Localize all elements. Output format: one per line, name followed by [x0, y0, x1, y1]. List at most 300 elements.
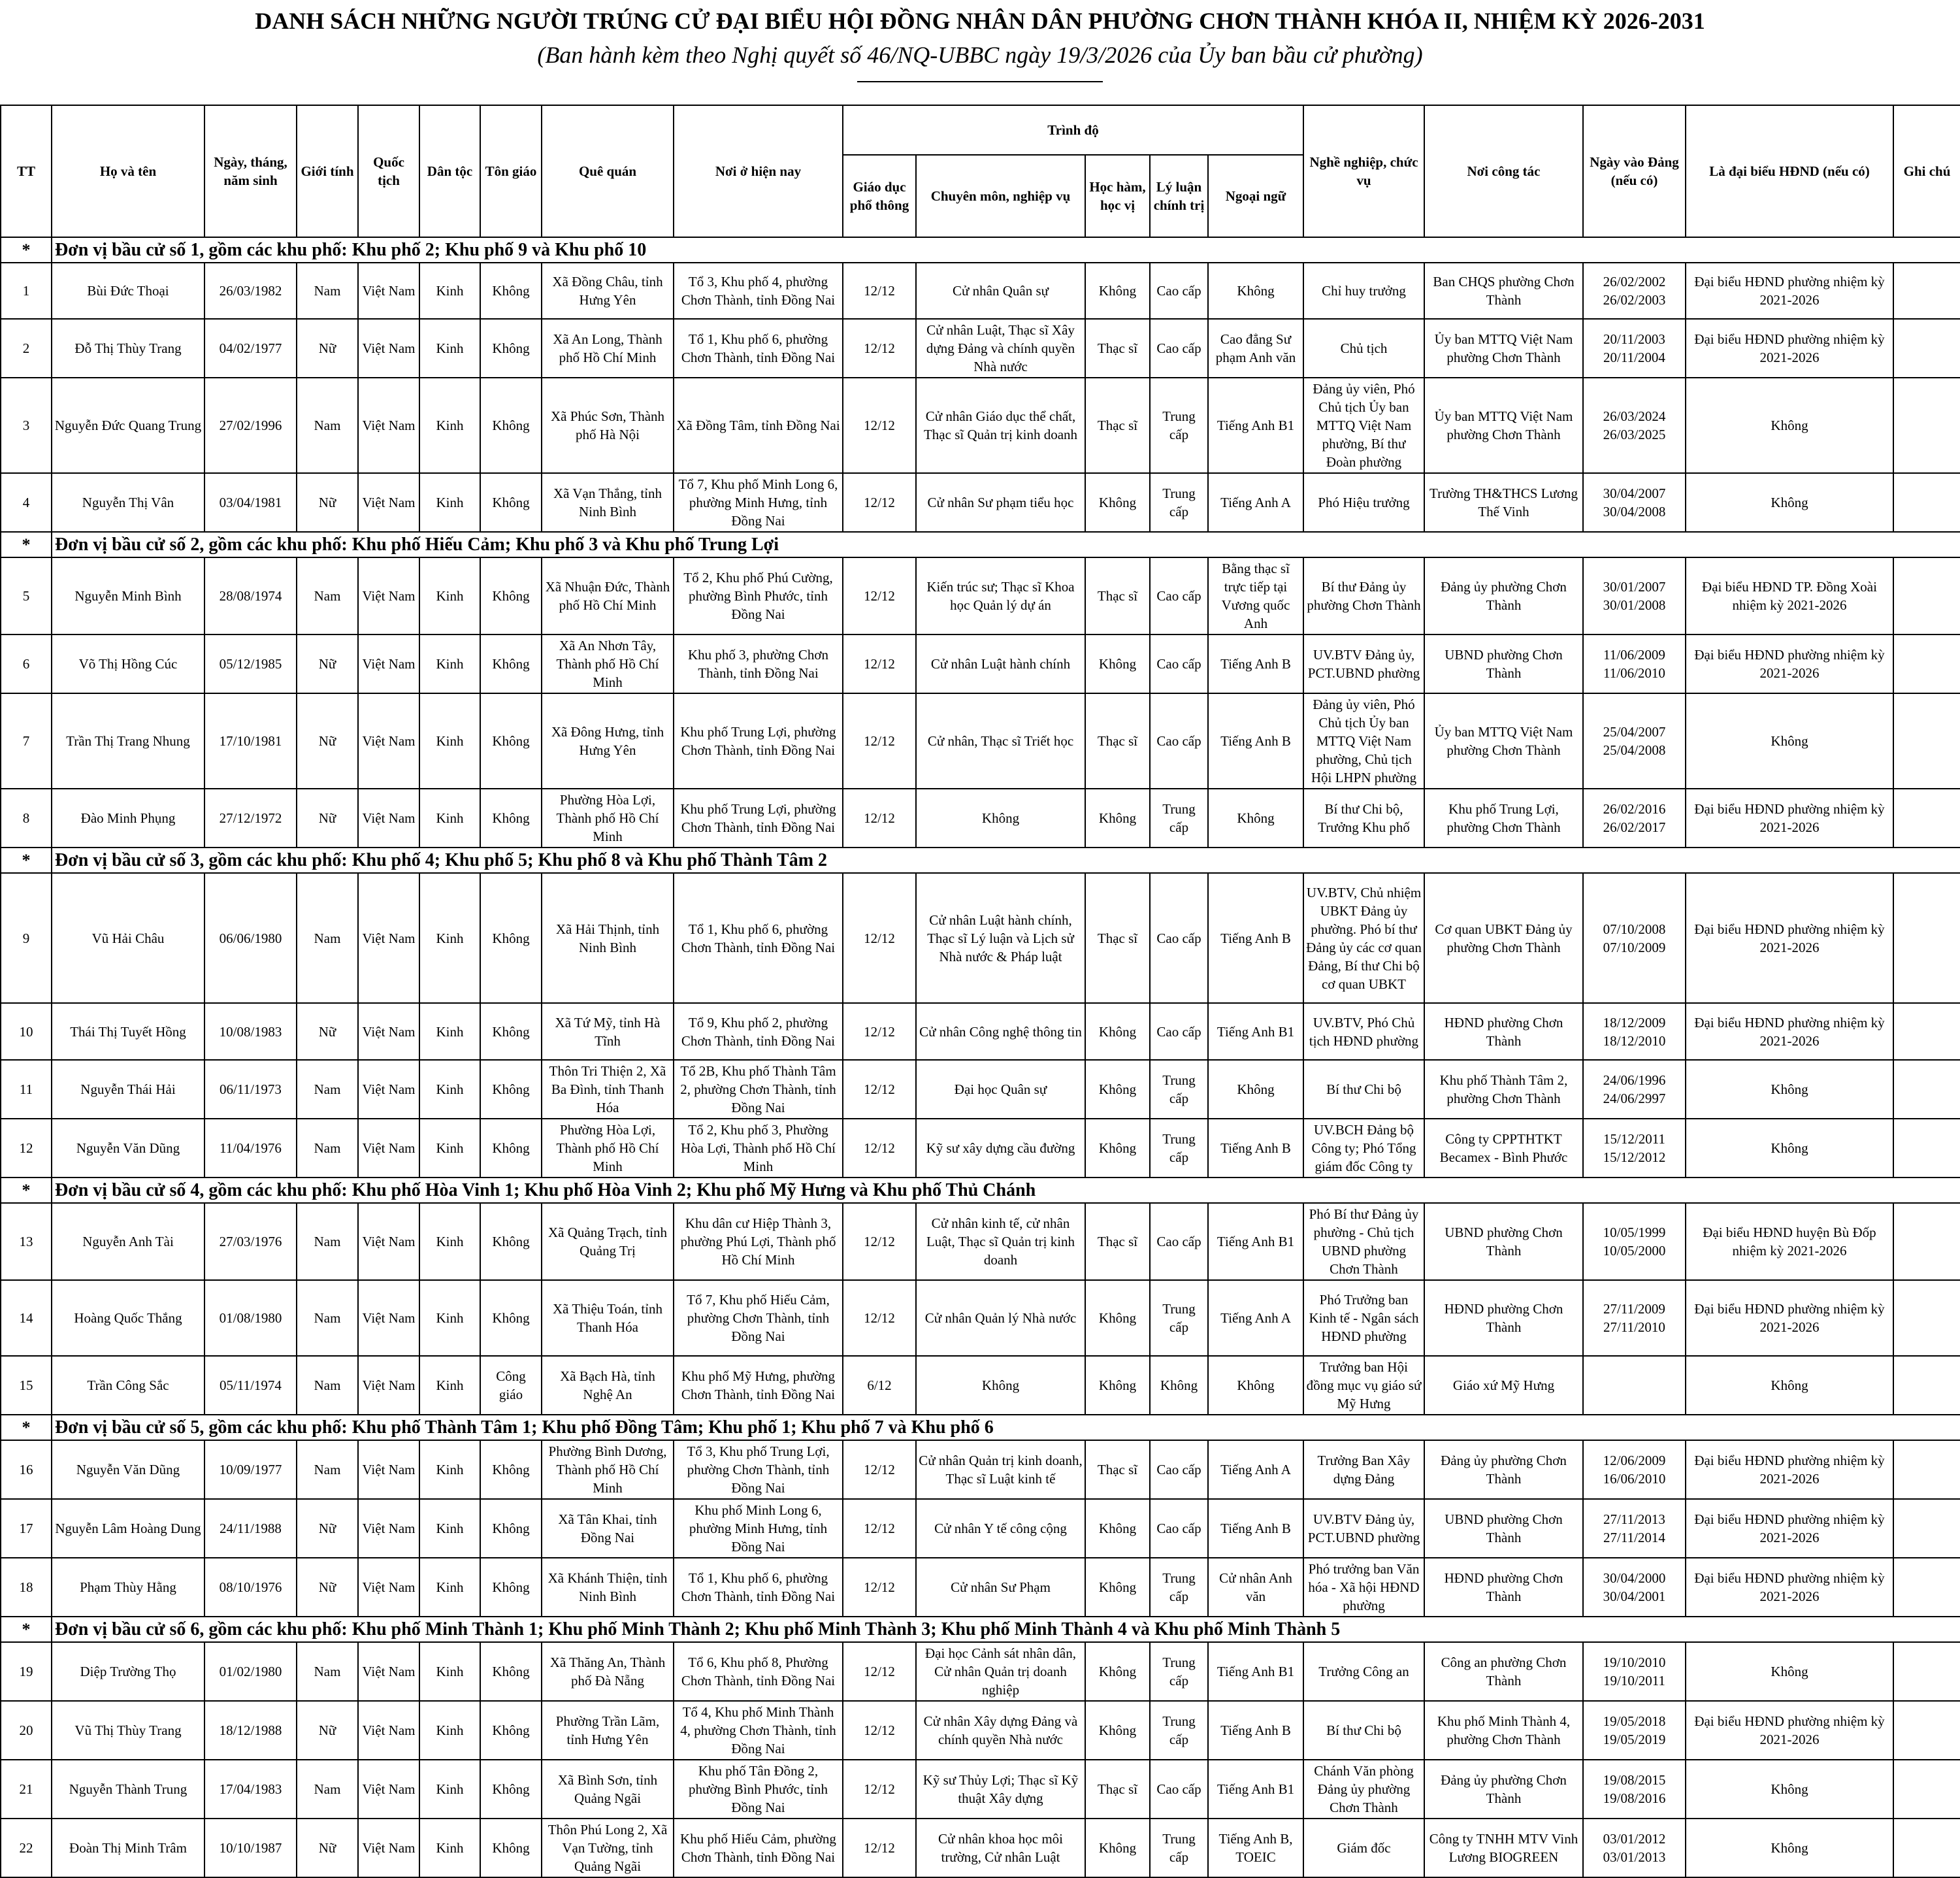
cell-gender: Nam — [297, 557, 358, 634]
cell-nationality: Việt Nam — [358, 1440, 419, 1499]
table-row — [1, 378, 1960, 473]
cell-council: Không — [1686, 378, 1893, 473]
cell-academic: Không — [1085, 1280, 1150, 1356]
cell-general-edu: 12/12 — [843, 873, 916, 1003]
cell-dob: 26/03/1982 — [204, 263, 297, 319]
cell-gender: Nữ — [297, 1003, 358, 1060]
cell-occupation: Phó Bí thư Đảng ủy phường - Chủ tịch UBND phường Chơn Thành — [1303, 1203, 1424, 1280]
col-header-workplace: Nơi công tác — [1424, 105, 1583, 237]
cell-political: Trung cấp — [1150, 1819, 1208, 1877]
cell-workplace: Ủy ban MTTQ Việt Nam phường Chơn Thành — [1424, 378, 1583, 473]
cell-workplace: HĐND phường Chơn Thành — [1424, 1280, 1583, 1356]
party-official-date: 26/02/2003 — [1603, 292, 1666, 308]
section-row — [1, 1617, 1960, 1642]
cell-occupation: Bí thư Chi bộ — [1303, 1701, 1424, 1760]
cell-gender: Nam — [297, 1440, 358, 1499]
cell-religion: Không — [480, 873, 542, 1003]
cell-council: Không — [1686, 1760, 1893, 1819]
cell-name: Vũ Hải Châu — [52, 873, 204, 1003]
cell-occupation: Trưởng Ban Xây dựng Đảng — [1303, 1440, 1424, 1499]
table-row — [1, 1558, 1960, 1617]
cell-language: Tiếng Anh B — [1208, 634, 1303, 693]
cell-nationality: Việt Nam — [358, 1701, 419, 1760]
party-join-date: 12/06/2009 — [1603, 1453, 1666, 1468]
table-row — [1, 1060, 1960, 1119]
cell-ethnicity: Kinh — [419, 1440, 480, 1499]
section-row — [1, 1178, 1960, 1203]
col-header-council: Là đại biểu HĐND (nếu có) — [1686, 105, 1893, 237]
cell-workplace: UBND phường Chơn Thành — [1424, 1499, 1583, 1558]
cell-council: Đại biểu HĐND phường nhiệm kỳ 2021-2026 — [1686, 1440, 1893, 1499]
cell-ethnicity: Kinh — [419, 1558, 480, 1617]
cell-specialty: Cử nhân khoa học môi trường, Cử nhân Luật — [916, 1819, 1085, 1877]
cell-party-date — [1583, 1060, 1686, 1119]
cell-hometown: Phường Bình Dương, Thành phố Hồ Chí Minh — [542, 1440, 674, 1499]
party-official-date: 03/01/2013 — [1603, 1849, 1666, 1865]
cell-general-edu: 12/12 — [843, 263, 916, 319]
cell-language: Tiếng Anh B1 — [1208, 1642, 1303, 1701]
cell-dob: 27/02/1996 — [204, 378, 297, 473]
cell-dob: 01/02/1980 — [204, 1642, 297, 1701]
section-title: Đơn vị bầu cử số 1, gồm các khu phố: Khu phố 2; Khu phố 9 và Khu phố 10 — [52, 237, 1960, 263]
cell-occupation: UV.BTV Đảng ủy, PCT.UBND phường — [1303, 1499, 1424, 1558]
party-join-date: 27/11/2009 — [1603, 1301, 1665, 1317]
cell-residence: Khu phố Mỹ Hưng, phường Chơn Thành, tỉnh Đồng Nai — [674, 1356, 843, 1415]
cell-religion: Không — [480, 473, 542, 532]
cell-note — [1893, 1819, 1960, 1877]
cell-residence: Xã Đồng Tâm, tỉnh Đồng Nai — [674, 378, 843, 473]
cell-council: Không — [1686, 1642, 1893, 1701]
section-marker: * — [1, 1415, 52, 1440]
cell-dob: 01/08/1980 — [204, 1280, 297, 1356]
party-official-date: 26/02/2017 — [1603, 819, 1666, 835]
cell-ethnicity: Kinh — [419, 1060, 480, 1119]
cell-gender: Nam — [297, 873, 358, 1003]
cell-ethnicity: Kinh — [419, 789, 480, 848]
cell-party-date — [1583, 693, 1686, 789]
cell-general-edu: 12/12 — [843, 1203, 916, 1280]
document-title: DANH SÁCH NHỮNG NGƯỜI TRÚNG CỬ ĐẠI BIỂU HỘI ĐỒNG NHÂN DÂN PHƯỜNG CHƠN THÀNH KHÓA II, NHIỆM KỲ 2026-2031 — [255, 8, 1705, 34]
col-header-education-group: Trình độ — [843, 105, 1303, 155]
cell-party-date — [1583, 1203, 1686, 1280]
cell-gender: Nam — [297, 1203, 358, 1280]
cell-language: Tiếng Anh B — [1208, 1701, 1303, 1760]
section-row — [1, 848, 1960, 873]
cell-language: Tiếng Anh A — [1208, 1280, 1303, 1356]
cell-political: Cao cấp — [1150, 557, 1208, 634]
cell-language: Không — [1208, 1356, 1303, 1415]
cell-general-edu: 12/12 — [843, 1819, 916, 1877]
cell-language: Cao đẳng Sư phạm Anh văn — [1208, 319, 1303, 378]
cell-religion: Không — [480, 557, 542, 634]
cell-hometown: Xã An Long, Thành phố Hồ Chí Minh — [542, 319, 674, 378]
cell-political: Cao cấp — [1150, 319, 1208, 378]
cell-specialty: Cử nhân, Thạc sĩ Triết học — [916, 693, 1085, 789]
section-marker: * — [1, 532, 52, 557]
party-official-date: 07/10/2009 — [1603, 939, 1666, 955]
col-header-political: Lý luận chính trị — [1150, 155, 1208, 237]
cell-party-date — [1583, 1819, 1686, 1877]
cell-specialty: Cử nhân Xây dựng Đảng và chính quyền Nhà nước — [916, 1701, 1085, 1760]
document-subtitle: (Ban hành kèm theo Nghị quyết số 46/NQ-UBBC ngày 19/3/2026 của Ủy ban bầu cử phường) — [537, 42, 1423, 68]
cell-note — [1893, 1280, 1960, 1356]
cell-specialty: Kiến trúc sư; Thạc sĩ Khoa học Quản lý dự án — [916, 557, 1085, 634]
cell-council: Đại biểu HĐND phường nhiệm kỳ 2021-2026 — [1686, 1558, 1893, 1617]
cell-gender: Nam — [297, 1119, 358, 1178]
cell-residence: Khu phố Trung Lợi, phường Chơn Thành, tỉnh Đồng Nai — [674, 789, 843, 848]
cell-general-edu: 12/12 — [843, 1701, 916, 1760]
cell-occupation: Trưởng ban Hội đồng mục vụ giáo sứ Mỹ Hưng — [1303, 1356, 1424, 1415]
party-join-date: 30/04/2000 — [1603, 1570, 1666, 1586]
cell-gender: Nam — [297, 1280, 358, 1356]
cell-specialty: Không — [916, 1356, 1085, 1415]
cell-language: Tiếng Anh B — [1208, 693, 1303, 789]
cell-hometown: Xã Thiệu Toán, tỉnh Thanh Hóa — [542, 1280, 674, 1356]
cell-general-edu: 12/12 — [843, 693, 916, 789]
party-join-date: 26/03/2024 — [1603, 408, 1666, 424]
cell-hometown: Xã Khánh Thiện, tỉnh Ninh Bình — [542, 1558, 674, 1617]
cell-note — [1893, 1440, 1960, 1499]
cell-language: Tiếng Anh B1 — [1208, 1760, 1303, 1819]
cell-residence: Tổ 1, Khu phố 6, phường Chơn Thành, tỉnh Đồng Nai — [674, 319, 843, 378]
cell-political: Trung cấp — [1150, 1642, 1208, 1701]
cell-political: Cao cấp — [1150, 1499, 1208, 1558]
section-marker: * — [1, 237, 52, 263]
cell-name: Diệp Trường Thọ — [52, 1642, 204, 1701]
cell-gender: Nữ — [297, 634, 358, 693]
cell-hometown: Thôn Phú Long 2, Xã Vạn Tường, tỉnh Quảng Ngãi — [542, 1819, 674, 1877]
section-row — [1, 237, 1960, 263]
cell-name: Đào Minh Phụng — [52, 789, 204, 848]
cell-occupation: Chủ tịch — [1303, 319, 1424, 378]
col-header-occupation: Nghề nghiệp, chức vụ — [1303, 105, 1424, 237]
cell-ethnicity: Kinh — [419, 1280, 480, 1356]
party-official-date: 26/03/2025 — [1603, 427, 1666, 442]
cell-name: Bùi Đức Thoại — [52, 263, 204, 319]
cell-specialty: Cử nhân Y tế công cộng — [916, 1499, 1085, 1558]
party-join-date: 19/05/2018 — [1603, 1713, 1666, 1729]
cell-specialty: Kỹ sư Thủy Lợi; Thạc sĩ Kỹ thuật Xây dựng — [916, 1760, 1085, 1819]
cell-religion: Công giáo — [480, 1356, 542, 1415]
cell-religion: Không — [480, 1760, 542, 1819]
cell-name: Nguyễn Thành Trung — [52, 1760, 204, 1819]
cell-ethnicity: Kinh — [419, 1760, 480, 1819]
cell-dob: 05/11/1974 — [204, 1356, 297, 1415]
cell-workplace: Khu phố Thành Tâm 2, phường Chơn Thành — [1424, 1060, 1583, 1119]
cell-hometown: Xã An Nhơn Tây, Thành phố Hồ Chí Minh — [542, 634, 674, 693]
cell-tt: 14 — [1, 1280, 52, 1356]
cell-political: Cao cấp — [1150, 873, 1208, 1003]
cell-ethnicity: Kinh — [419, 1203, 480, 1280]
cell-political: Cao cấp — [1150, 634, 1208, 693]
cell-hometown: Phường Hòa Lợi, Thành phố Hồ Chí Minh — [542, 1119, 674, 1178]
cell-general-edu: 12/12 — [843, 1499, 916, 1558]
cell-hometown: Xã Tân Khai, tỉnh Đồng Nai — [542, 1499, 674, 1558]
cell-name: Đỗ Thị Thùy Trang — [52, 319, 204, 378]
cell-gender: Nữ — [297, 1701, 358, 1760]
cell-political: Cao cấp — [1150, 1760, 1208, 1819]
cell-academic: Không — [1085, 1060, 1150, 1119]
cell-residence: Tổ 4, Khu phố Minh Thành 4, phường Chơn Thành, tỉnh Đồng Nai — [674, 1701, 843, 1760]
cell-tt: 7 — [1, 693, 52, 789]
cell-name: Phạm Thùy Hằng — [52, 1558, 204, 1617]
col-header-language: Ngoại ngữ — [1208, 155, 1303, 237]
cell-residence: Tổ 7, Khu phố Minh Long 6, phường Minh Hưng, tỉnh Đồng Nai — [674, 473, 843, 532]
cell-dob: 24/11/1988 — [204, 1499, 297, 1558]
cell-political: Trung cấp — [1150, 789, 1208, 848]
table-row — [1, 1760, 1960, 1819]
cell-dob: 28/08/1974 — [204, 557, 297, 634]
cell-ethnicity: Kinh — [419, 1701, 480, 1760]
cell-academic: Thạc sĩ — [1085, 557, 1150, 634]
cell-party-date — [1583, 789, 1686, 848]
table-row — [1, 1440, 1960, 1499]
cell-general-edu: 12/12 — [843, 634, 916, 693]
cell-party-date — [1583, 1119, 1686, 1178]
cell-party-date — [1583, 1642, 1686, 1701]
cell-tt: 11 — [1, 1060, 52, 1119]
col-header-name: Họ và tên — [52, 105, 204, 237]
cell-note — [1893, 1203, 1960, 1280]
table-row — [1, 1701, 1960, 1760]
cell-political: Cao cấp — [1150, 1440, 1208, 1499]
cell-nationality: Việt Nam — [358, 473, 419, 532]
cell-nationality: Việt Nam — [358, 319, 419, 378]
col-header-academic: Học hàm, học vị — [1085, 155, 1150, 237]
party-join-date: 19/10/2010 — [1603, 1655, 1666, 1670]
cell-tt: 5 — [1, 557, 52, 634]
cell-note — [1893, 1356, 1960, 1415]
cell-residence: Khu phố Hiếu Cảm, phường Chơn Thành, tỉnh Đồng Nai — [674, 1819, 843, 1877]
cell-dob: 10/10/1987 — [204, 1819, 297, 1877]
cell-ethnicity: Kinh — [419, 1499, 480, 1558]
cell-council: Đại biểu HĐND TP. Đồng Xoài nhiệm kỳ 2021-2026 — [1686, 557, 1893, 634]
cell-academic: Không — [1085, 1558, 1150, 1617]
cell-workplace: Khu phố Minh Thành 4, phường Chơn Thành — [1424, 1701, 1583, 1760]
cell-general-edu: 12/12 — [843, 1003, 916, 1060]
cell-tt: 20 — [1, 1701, 52, 1760]
cell-dob: 06/06/1980 — [204, 873, 297, 1003]
cell-general-edu: 12/12 — [843, 1558, 916, 1617]
cell-specialty: Cử nhân kinh tế, cử nhân Luật, Thạc sĩ Quản trị kinh doanh — [916, 1203, 1085, 1280]
cell-general-edu: 6/12 — [843, 1356, 916, 1415]
cell-language: Tiếng Anh B, TOEIC — [1208, 1819, 1303, 1877]
cell-specialty: Cử nhân Luật hành chính — [916, 634, 1085, 693]
cell-workplace: Cơ quan UBKT Đảng ủy phường Chơn Thành — [1424, 873, 1583, 1003]
cell-note — [1893, 1499, 1960, 1558]
table-row — [1, 1356, 1960, 1415]
party-join-date: 26/02/2016 — [1603, 801, 1666, 817]
cell-residence: Tổ 1, Khu phố 6, phường Chơn Thành, tỉnh Đồng Nai — [674, 873, 843, 1003]
cell-hometown: Thôn Tri Thiện 2, Xã Ba Đình, tỉnh Thanh Hóa — [542, 1060, 674, 1119]
cell-religion: Không — [480, 263, 542, 319]
cell-nationality: Việt Nam — [358, 1119, 419, 1178]
cell-name: Nguyễn Văn Dũng — [52, 1440, 204, 1499]
cell-ethnicity: Kinh — [419, 557, 480, 634]
cell-language: Không — [1208, 263, 1303, 319]
cell-council: Đại biểu HĐND phường nhiệm kỳ 2021-2026 — [1686, 1499, 1893, 1558]
cell-occupation: UV.BTV, Chủ nhiệm UBKT Đảng ủy phường. Phó bí thư Đảng ủy các cơ quan Đảng, Bí thư Chi bộ cơ quan UBKT — [1303, 873, 1424, 1003]
cell-name: Nguyễn Đức Quang Trung — [52, 378, 204, 473]
cell-dob: 18/12/1988 — [204, 1701, 297, 1760]
cell-political: Cao cấp — [1150, 263, 1208, 319]
cell-party-date — [1583, 1499, 1686, 1558]
cell-dob: 17/04/1983 — [204, 1760, 297, 1819]
cell-religion: Không — [480, 1499, 542, 1558]
cell-general-edu: 12/12 — [843, 319, 916, 378]
cell-tt: 1 — [1, 263, 52, 319]
table-row — [1, 1003, 1960, 1060]
section-title: Đơn vị bầu cử số 4, gồm các khu phố: Khu phố Hòa Vinh 1; Khu phố Hòa Vinh 2; Khu phố Mỹ Hưng và Khu phố Thủ Chánh — [52, 1178, 1960, 1203]
cell-gender: Nam — [297, 1060, 358, 1119]
cell-dob: 27/03/1976 — [204, 1203, 297, 1280]
cell-academic: Thạc sĩ — [1085, 1440, 1150, 1499]
cell-hometown: Xã Quảng Trạch, tỉnh Quảng Trị — [542, 1203, 674, 1280]
cell-nationality: Việt Nam — [358, 693, 419, 789]
party-join-date: 27/11/2013 — [1603, 1511, 1665, 1527]
cell-name: Hoàng Quốc Thắng — [52, 1280, 204, 1356]
cell-religion: Không — [480, 693, 542, 789]
cell-ethnicity: Kinh — [419, 634, 480, 693]
cell-hometown: Phường Trần Lãm, tỉnh Hưng Yên — [542, 1701, 674, 1760]
col-header-residence: Nơi ở hiện nay — [674, 105, 843, 237]
cell-occupation: Bí thư Đảng ủy phường Chơn Thành — [1303, 557, 1424, 634]
col-header-party-date: Ngày vào Đảng (nếu có) — [1583, 105, 1686, 237]
party-official-date: 19/08/2016 — [1603, 1790, 1666, 1806]
cell-name: Nguyễn Anh Tài — [52, 1203, 204, 1280]
party-join-date: 30/01/2007 — [1603, 579, 1666, 595]
section-marker: * — [1, 848, 52, 873]
cell-dob: 10/08/1983 — [204, 1003, 297, 1060]
cell-language: Bằng thạc sĩ trực tiếp tại Vương quốc Anh — [1208, 557, 1303, 634]
table-row — [1, 557, 1960, 634]
cell-note — [1893, 473, 1960, 532]
col-header-gender: Giới tính — [297, 105, 358, 237]
cell-note — [1893, 873, 1960, 1003]
cell-tt: 18 — [1, 1558, 52, 1617]
section-marker: * — [1, 1178, 52, 1203]
party-join-date: 03/01/2012 — [1603, 1831, 1666, 1847]
cell-council: Đại biểu HĐND phường nhiệm kỳ 2021-2026 — [1686, 789, 1893, 848]
cell-ethnicity: Kinh — [419, 319, 480, 378]
cell-dob: 27/12/1972 — [204, 789, 297, 848]
cell-residence: Khu phố Tân Đồng 2, phường Bình Phước, tỉnh Đồng Nai — [674, 1760, 843, 1819]
cell-residence: Khu phố Minh Long 6, phường Minh Hưng, tỉnh Đồng Nai — [674, 1499, 843, 1558]
cell-specialty: Cử nhân Giáo dục thể chất, Thạc sĩ Quản trị kinh doanh — [916, 378, 1085, 473]
cell-religion: Không — [480, 1440, 542, 1499]
cell-tt: 15 — [1, 1356, 52, 1415]
cell-ethnicity: Kinh — [419, 473, 480, 532]
cell-workplace: Trường TH&THCS Lương Thế Vinh — [1424, 473, 1583, 532]
cell-gender: Nữ — [297, 319, 358, 378]
cell-council: Đại biểu HĐND phường nhiệm kỳ 2021-2026 — [1686, 263, 1893, 319]
cell-religion: Không — [480, 1701, 542, 1760]
col-header-general-edu: Giáo dục phổ thông — [843, 155, 916, 237]
cell-tt: 13 — [1, 1203, 52, 1280]
cell-council: Đại biểu HĐND phường nhiệm kỳ 2021-2026 — [1686, 319, 1893, 378]
cell-gender: Nam — [297, 263, 358, 319]
cell-dob: 04/02/1977 — [204, 319, 297, 378]
party-official-date: 16/06/2010 — [1603, 1471, 1666, 1487]
cell-political: Trung cấp — [1150, 378, 1208, 473]
table-row — [1, 1819, 1960, 1877]
cell-name: Trần Công Sắc — [52, 1356, 204, 1415]
cell-specialty: Cử nhân Quản trị kinh doanh, Thạc sĩ Luật kinh tế — [916, 1440, 1085, 1499]
cell-tt: 4 — [1, 473, 52, 532]
cell-party-date — [1583, 1440, 1686, 1499]
cell-party-date — [1583, 1701, 1686, 1760]
cell-general-edu: 12/12 — [843, 473, 916, 532]
cell-workplace: Khu phố Trung Lợi, phường Chơn Thành — [1424, 789, 1583, 848]
section-title: Đơn vị bầu cử số 3, gồm các khu phố: Khu phố 4; Khu phố 5; Khu phố 8 và Khu phố Thành Tâm 2 — [52, 848, 1960, 873]
party-official-date: 19/05/2019 — [1603, 1732, 1666, 1747]
cell-general-edu: 12/12 — [843, 378, 916, 473]
cell-council: Không — [1686, 1819, 1893, 1877]
cell-council: Đại biểu HĐND phường nhiệm kỳ 2021-2026 — [1686, 1003, 1893, 1060]
cell-language: Tiếng Anh B1 — [1208, 1003, 1303, 1060]
col-header-hometown: Quê quán — [542, 105, 674, 237]
cell-language: Tiếng Anh B — [1208, 1499, 1303, 1558]
cell-party-date — [1583, 319, 1686, 378]
cell-council: Đại biểu HĐND phường nhiệm kỳ 2021-2026 — [1686, 1280, 1893, 1356]
cell-hometown: Xã Bình Sơn, tỉnh Quảng Ngãi — [542, 1760, 674, 1819]
cell-gender: Nữ — [297, 789, 358, 848]
cell-nationality: Việt Nam — [358, 1642, 419, 1701]
cell-general-edu: 12/12 — [843, 1119, 916, 1178]
table-row — [1, 263, 1960, 319]
cell-party-date — [1583, 1003, 1686, 1060]
cell-council: Không — [1686, 1119, 1893, 1178]
cell-occupation: Phó Hiệu trưởng — [1303, 473, 1424, 532]
cell-religion: Không — [480, 378, 542, 473]
header-divider — [857, 81, 1103, 82]
table-row — [1, 634, 1960, 693]
cell-religion: Không — [480, 319, 542, 378]
party-official-date: 25/04/2008 — [1603, 742, 1666, 758]
cell-residence: Khu dân cư Hiệp Thành 3, phường Phú Lợi, Thành phố Hồ Chí Minh — [674, 1203, 843, 1280]
cell-hometown: Xã Tứ Mỹ, tỉnh Hà Tĩnh — [542, 1003, 674, 1060]
cell-religion: Không — [480, 1642, 542, 1701]
cell-political: Không — [1150, 1356, 1208, 1415]
cell-hometown: Xã Bạch Hà, tỉnh Nghệ An — [542, 1356, 674, 1415]
cell-party-date — [1583, 263, 1686, 319]
cell-dob: 17/10/1981 — [204, 693, 297, 789]
cell-residence: Tổ 2B, Khu phố Thành Tâm 2, phường Chơn Thành, tỉnh Đồng Nai — [674, 1060, 843, 1119]
cell-language: Không — [1208, 1060, 1303, 1119]
cell-occupation: Phó trưởng ban Văn hóa - Xã hội HĐND phường — [1303, 1558, 1424, 1617]
cell-party-date — [1583, 557, 1686, 634]
cell-general-edu: 12/12 — [843, 1440, 916, 1499]
cell-religion: Không — [480, 1558, 542, 1617]
cell-ethnicity: Kinh — [419, 263, 480, 319]
cell-name: Nguyễn Thị Vân — [52, 473, 204, 532]
cell-academic: Không — [1085, 473, 1150, 532]
cell-language: Không — [1208, 789, 1303, 848]
table-row — [1, 319, 1960, 378]
cell-residence: Tổ 6, Khu phố 8, Phường Chơn Thành, tỉnh Đồng Nai — [674, 1642, 843, 1701]
cell-academic: Không — [1085, 1819, 1150, 1877]
cell-religion: Không — [480, 789, 542, 848]
cell-council: Không — [1686, 1060, 1893, 1119]
cell-tt: 16 — [1, 1440, 52, 1499]
cell-dob: 10/09/1977 — [204, 1440, 297, 1499]
cell-residence: Tổ 3, Khu phố 4, phường Chơn Thành, tỉnh Đồng Nai — [674, 263, 843, 319]
cell-ethnicity: Kinh — [419, 378, 480, 473]
cell-gender: Nữ — [297, 473, 358, 532]
cell-tt: 3 — [1, 378, 52, 473]
section-title: Đơn vị bầu cử số 6, gồm các khu phố: Khu phố Minh Thành 1; Khu phố Minh Thành 2; Khu phố Minh Thành 3; Khu phố Minh Thành 4 và Khu phố Minh Thành 5 — [52, 1617, 1960, 1642]
cell-council: Không — [1686, 1356, 1893, 1415]
